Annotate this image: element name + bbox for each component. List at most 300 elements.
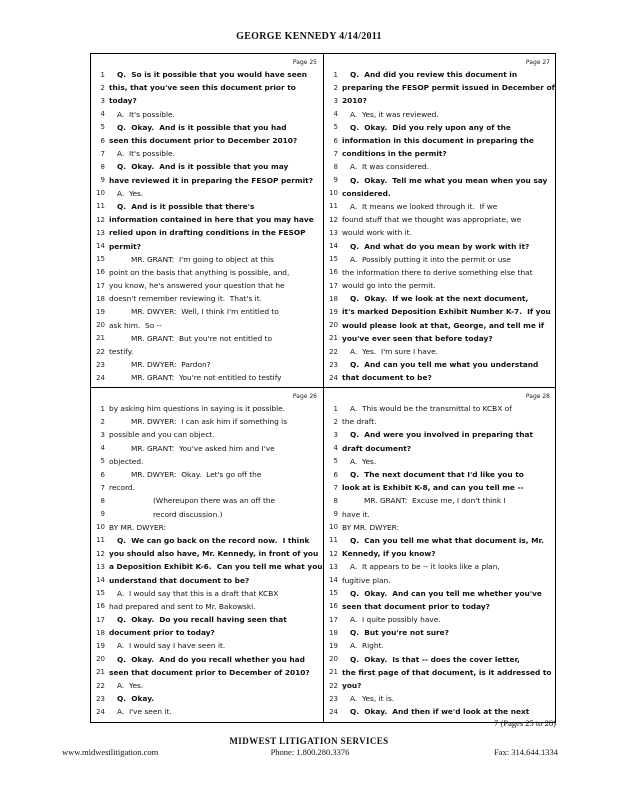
line-number: 12 — [329, 549, 338, 558]
line-text: seen this document prior to December 2010? — [109, 136, 298, 146]
transcript-line — [324, 187, 556, 200]
line-number: 12 — [96, 215, 105, 224]
transcript-line — [91, 600, 323, 613]
transcript-line — [324, 666, 556, 679]
transcript-line — [91, 108, 323, 121]
line-number: 8 — [333, 162, 338, 171]
line-text: Q. And were you involved in preparing that — [350, 430, 534, 440]
transcript-line — [324, 94, 556, 107]
line-number: 7 — [100, 483, 105, 492]
line-number: 20 — [96, 321, 105, 330]
line-text: MR. GRANT: You're not entitled to testify — [131, 373, 282, 383]
line-number: 20 — [96, 655, 105, 664]
transcript-line — [324, 266, 556, 279]
transcript-line — [324, 534, 556, 547]
line-text: Q. But you're not sure? — [350, 628, 449, 638]
line-text: document prior to today? — [109, 628, 215, 638]
line-text: MR. DWYER: Pardon? — [131, 360, 211, 370]
line-text: relied upon in drafting conditions in the FESOP — [109, 228, 306, 238]
line-number: 6 — [100, 136, 105, 145]
line-text: Q. The next document that I'd like you to — [350, 470, 524, 480]
line-text: understand that document to be? — [109, 575, 250, 585]
transcript-line — [91, 266, 323, 279]
line-text: point on the basis that anything is possible, and, — [109, 267, 290, 277]
line-text: A. It was considered. — [350, 162, 430, 172]
transcript-line — [91, 239, 323, 252]
line-text: you know, he's answered your question that he — [109, 281, 285, 291]
line-number: 4 — [100, 444, 105, 453]
line-text: A. It's possible. — [117, 109, 175, 119]
line-text: have it. — [342, 509, 370, 519]
transcript-line — [324, 613, 556, 626]
line-number: 23 — [96, 694, 105, 703]
line-text: A. This would be the transmittal to KCBX of — [350, 404, 512, 414]
transcript-line — [91, 134, 323, 147]
line-number: 5 — [100, 123, 105, 132]
line-number: 15 — [96, 589, 105, 598]
page-number-label: Page 25 — [292, 59, 317, 66]
transcript-line — [324, 174, 556, 187]
line-number: 24 — [329, 707, 338, 716]
transcript-line — [324, 226, 556, 239]
line-text: MR. DWYER: Well, I think I'm entitled to — [131, 307, 279, 317]
line-text: Q. Can you tell me what that document is, Mr. — [350, 535, 544, 545]
transcript-line — [91, 666, 323, 679]
transcript-line — [91, 679, 323, 692]
page-lines — [91, 68, 323, 385]
transcript-line — [91, 705, 323, 718]
transcript-line — [91, 94, 323, 107]
line-number: 8 — [100, 496, 105, 505]
page-lines — [324, 68, 556, 385]
line-number: 16 — [96, 268, 105, 277]
line-text: ask him. So -- — [109, 320, 162, 330]
line-number: 4 — [333, 444, 338, 453]
transcript-line — [324, 468, 556, 481]
line-text: information contained in here that you may have — [109, 215, 314, 225]
page-number-label: Page 26 — [292, 393, 317, 400]
transcript-line — [91, 494, 323, 507]
transcript-line — [324, 442, 556, 455]
line-number: 11 — [96, 202, 105, 211]
line-text: this, that you've seen this document prior to — [109, 83, 296, 93]
transcript-line — [324, 200, 556, 213]
line-number: 21 — [96, 334, 105, 343]
line-text: MR. DWYER: Okay. Let's go off the — [131, 470, 262, 480]
line-number: 10 — [96, 189, 105, 198]
line-text: you should also have, Mr. Kennedy, in front of you — [109, 549, 319, 559]
line-number: 10 — [329, 189, 338, 198]
line-text: the draft. — [342, 417, 377, 427]
line-number: 5 — [333, 123, 338, 132]
transcript-line — [324, 402, 556, 415]
line-text: A. Yes. I'm sure I have. — [350, 347, 439, 357]
line-text: draft document? — [342, 443, 412, 453]
transcript-line — [91, 253, 323, 266]
line-number: 24 — [96, 373, 105, 382]
line-number: 6 — [333, 470, 338, 479]
line-text: A. Yes. — [117, 681, 144, 691]
transcript-line — [324, 639, 556, 652]
line-text: A. Possibly putting it into the permit or use — [350, 254, 511, 264]
line-text: Q. Okay. And do you recall whether you had — [117, 654, 305, 664]
footer-website-link[interactable]: www.midwestlitigation.com — [62, 747, 159, 757]
line-text: Q. And what do you mean by work with it? — [350, 241, 530, 251]
line-text: A. It means we looked through it. If we — [350, 201, 498, 211]
line-number: 17 — [96, 281, 105, 290]
line-number: 20 — [329, 655, 338, 664]
transcript-line — [324, 68, 556, 81]
transcript-line — [324, 508, 556, 521]
line-number: 2 — [333, 83, 338, 92]
transcript-line — [91, 534, 323, 547]
line-text: the information there to derive something else that — [342, 267, 533, 277]
line-text: Q. Okay. And then if we'd look at the next — [350, 707, 530, 717]
header-title: GEORGE KENNEDY 4/14/2011 — [236, 31, 382, 42]
line-text: BY MR. DWYER: — [109, 522, 167, 532]
line-text: MR. GRANT: You've asked him and I've — [131, 443, 275, 453]
line-number: 15 — [329, 589, 338, 598]
page-range-label: 7 (Pages 25 to 28) — [494, 718, 556, 728]
transcript-line — [91, 81, 323, 94]
line-number: 16 — [329, 602, 338, 611]
line-text: Q. So is it possible that you would have seen — [117, 70, 307, 80]
line-text: A. Right. — [350, 641, 384, 651]
transcript-page — [91, 54, 323, 387]
line-number: 9 — [333, 176, 338, 185]
line-text: MR. GRANT: Excuse me, I don't think I — [364, 496, 506, 506]
line-number: 22 — [329, 681, 338, 690]
line-number: 11 — [96, 536, 105, 545]
line-number: 11 — [329, 202, 338, 211]
line-number: 17 — [329, 281, 338, 290]
line-number: 13 — [329, 228, 338, 237]
transcript-line — [324, 81, 556, 94]
transcript-line — [324, 455, 556, 468]
line-text: Q. Okay. If we look at the next document, — [350, 294, 529, 304]
line-number: 16 — [329, 268, 338, 277]
line-number: 18 — [329, 628, 338, 637]
line-number: 10 — [329, 523, 338, 532]
transcript-line — [324, 332, 556, 345]
transcript-line — [91, 200, 323, 213]
footer-contact-row — [62, 747, 558, 759]
line-text: found stuff that we thought was appropriate, we — [342, 215, 522, 225]
transcript-line — [91, 415, 323, 428]
line-text: Q. Okay. Did you rely upon any of the — [350, 122, 511, 132]
line-text: testify. — [109, 347, 134, 357]
line-text: permit? — [109, 241, 142, 251]
line-number: 22 — [96, 681, 105, 690]
transcript-page — [91, 388, 323, 721]
transcript-line — [324, 587, 556, 600]
transcript-line — [91, 371, 323, 384]
line-number: 21 — [96, 668, 105, 677]
transcript-line — [91, 692, 323, 705]
line-text: it's marked Deposition Exhibit Number K-7. If you — [342, 307, 551, 317]
page-number-label: Page 27 — [525, 59, 550, 66]
transcript-line — [324, 108, 556, 121]
line-number: 3 — [100, 430, 105, 439]
transcript-line — [91, 626, 323, 639]
line-text: Q. Okay. And is it possible that you had — [117, 122, 287, 132]
transcript-line — [91, 160, 323, 173]
line-text: had prepared and sent to Mr. Bakowski. — [109, 601, 256, 611]
transcript-line — [324, 481, 556, 494]
transcript-line — [91, 121, 323, 134]
line-number: 1 — [333, 70, 338, 79]
line-number: 2 — [100, 83, 105, 92]
line-number: 7 — [100, 149, 105, 158]
line-number: 11 — [329, 536, 338, 545]
line-number: 22 — [329, 347, 338, 356]
transcript-line — [324, 415, 556, 428]
line-number: 17 — [329, 615, 338, 624]
line-text: 2010? — [342, 96, 367, 106]
line-text: Q. Okay. Do you recall having seen that — [117, 615, 287, 625]
line-number: 5 — [333, 457, 338, 466]
line-number: 13 — [96, 228, 105, 237]
line-number: 20 — [329, 321, 338, 330]
line-text: A. I quite possibly have. — [350, 615, 441, 625]
transcript-line — [324, 560, 556, 573]
transcript-line — [324, 705, 556, 718]
line-text: (Whereupon there was an off the — [153, 496, 276, 506]
line-text: BY MR. DWYER: — [342, 522, 400, 532]
transcript-line — [91, 653, 323, 666]
transcript-line — [91, 213, 323, 226]
transcript-line — [91, 547, 323, 560]
transcript-line — [91, 68, 323, 81]
line-text: A. I would say that this is a draft that KCBX — [117, 588, 279, 598]
transcript-line — [91, 305, 323, 318]
line-number: 14 — [96, 576, 105, 585]
line-text: that document to be? — [342, 373, 432, 383]
line-text: would please look at that, George, and tell me if — [342, 320, 545, 330]
transcript-line — [324, 521, 556, 534]
line-number: 23 — [96, 360, 105, 369]
line-number: 19 — [96, 641, 105, 650]
line-number: 4 — [333, 110, 338, 119]
line-text: Q. Okay. Tell me what you mean when you say — [350, 175, 548, 185]
page-lines — [324, 402, 556, 719]
transcript-line — [91, 481, 323, 494]
line-text: doesn't remember reviewing it. That's it. — [109, 294, 262, 304]
footer-phone: Phone: 1.800.280.3376 — [270, 747, 350, 757]
line-number: 7 — [333, 483, 338, 492]
line-text: A. Yes. — [350, 456, 377, 466]
line-text: MR. DWYER: I can ask him if something is — [131, 417, 288, 427]
line-number: 22 — [96, 347, 105, 356]
transcript-line — [91, 613, 323, 626]
transcript-line — [324, 319, 556, 332]
line-text: MR. GRANT: But you're not entitled to — [131, 333, 272, 343]
line-text: you've ever seen that before today? — [342, 333, 493, 343]
line-number: 2 — [333, 417, 338, 426]
transcript-line — [91, 292, 323, 305]
transcript-line — [324, 371, 556, 384]
line-number: 4 — [100, 110, 105, 119]
transcript-line — [91, 226, 323, 239]
line-text: would work with it. — [342, 228, 412, 238]
transcript-grid — [90, 53, 556, 723]
transcript-line — [91, 639, 323, 652]
line-text: A. I've seen it. — [117, 707, 172, 717]
line-number: 9 — [333, 510, 338, 519]
line-number: 2 — [100, 417, 105, 426]
line-number: 8 — [333, 496, 338, 505]
line-text: a Deposition Exhibit K-6. Can you tell me what you — [109, 562, 323, 572]
line-number: 8 — [100, 162, 105, 171]
line-text: Q. Okay. — [117, 694, 155, 704]
line-number: 7 — [333, 149, 338, 158]
line-number: 18 — [96, 294, 105, 303]
transcript-line — [91, 279, 323, 292]
line-number: 15 — [329, 255, 338, 264]
transcript-line — [324, 653, 556, 666]
transcript-line — [91, 187, 323, 200]
line-number: 6 — [333, 136, 338, 145]
transcript-line — [324, 358, 556, 371]
transcript-line — [91, 468, 323, 481]
transcript-line — [324, 428, 556, 441]
transcript-line — [324, 253, 556, 266]
transcript-line — [91, 442, 323, 455]
line-text: objected. — [109, 456, 144, 466]
line-number: 21 — [329, 668, 338, 677]
line-number: 6 — [100, 470, 105, 479]
line-number: 19 — [329, 641, 338, 650]
line-text: Q. Okay. And can you tell me whether you've — [350, 588, 542, 598]
transcript-page — [324, 388, 556, 721]
footer-fax: Fax: 314.644.1334 — [494, 747, 558, 757]
line-text: today? — [109, 96, 137, 106]
transcript-line — [91, 428, 323, 441]
line-number: 17 — [96, 615, 105, 624]
line-text: information in this document in preparing the — [342, 136, 534, 146]
line-number: 9 — [100, 510, 105, 519]
page-lines — [91, 402, 323, 719]
line-text: Q. Okay. And is it possible that you may — [117, 162, 289, 172]
line-text: Q. Okay. Is that -- does the cover letter, — [350, 654, 520, 664]
line-number: 24 — [96, 707, 105, 716]
line-text: considered. — [342, 188, 391, 198]
transcript-line — [91, 345, 323, 358]
line-number: 1 — [333, 404, 338, 413]
line-text: Kennedy, if you know? — [342, 549, 436, 559]
line-text: Q. And is it possible that there's — [117, 201, 255, 211]
line-number: 19 — [329, 307, 338, 316]
line-text: A. Yes, it is. — [350, 694, 395, 704]
line-number: 3 — [100, 96, 105, 105]
footer-company: MIDWEST LITIGATION SERVICES — [229, 736, 389, 746]
transcript-line — [324, 345, 556, 358]
transcript-line — [91, 402, 323, 415]
line-number: 9 — [100, 176, 105, 185]
transcript-line — [324, 692, 556, 705]
line-text: A. I would say I have seen it. — [117, 641, 226, 651]
transcript-line — [324, 160, 556, 173]
line-number: 13 — [96, 562, 105, 571]
line-number: 3 — [333, 430, 338, 439]
line-text: seen that document prior to December of 2010? — [109, 667, 310, 677]
line-text: A. It's possible. — [117, 149, 175, 159]
transcript-line — [324, 600, 556, 613]
transcript-line — [91, 332, 323, 345]
transcript-line — [324, 626, 556, 639]
line-text: MR. GRANT: I'm going to object at this — [131, 254, 274, 264]
line-text: A. Yes, it was reviewed. — [350, 109, 439, 119]
line-text: A. Yes. — [117, 188, 144, 198]
line-number: 13 — [329, 562, 338, 571]
line-text: Q. And can you tell me what you understand — [350, 360, 539, 370]
line-number: 1 — [100, 404, 105, 413]
transcript-line — [91, 573, 323, 586]
line-number: 12 — [96, 549, 105, 558]
line-text: by asking him questions in saying is it possible. — [109, 404, 286, 414]
line-number: 21 — [329, 334, 338, 343]
transcript-line — [91, 147, 323, 160]
line-text: record. — [109, 483, 135, 493]
transcript-line — [324, 239, 556, 252]
transcript-line — [324, 279, 556, 292]
line-text: record discussion.) — [153, 509, 223, 519]
line-number: 23 — [329, 694, 338, 703]
transcript-line — [91, 508, 323, 521]
line-text: Q. We can go back on the record now. I think — [117, 535, 310, 545]
line-number: 14 — [96, 242, 105, 251]
transcript-line — [91, 560, 323, 573]
line-text: possible and you can object. — [109, 430, 215, 440]
transcript-line — [91, 174, 323, 187]
transcript-line — [324, 573, 556, 586]
transcript-line — [324, 679, 556, 692]
line-number: 18 — [96, 628, 105, 637]
line-number: 1 — [100, 70, 105, 79]
transcript-line — [91, 587, 323, 600]
transcript-line — [91, 521, 323, 534]
line-number: 15 — [96, 255, 105, 264]
line-text: would go into the permit. — [342, 281, 436, 291]
line-number: 5 — [100, 457, 105, 466]
line-number: 18 — [329, 294, 338, 303]
line-number: 3 — [333, 96, 338, 105]
transcript-line — [324, 121, 556, 134]
transcript-page — [324, 54, 556, 387]
line-text: A. It appears to be -- it looks like a plan, — [350, 562, 500, 572]
line-number: 14 — [329, 242, 338, 251]
transcript-line — [91, 319, 323, 332]
transcript-line — [324, 134, 556, 147]
transcript-line — [324, 494, 556, 507]
line-text: conditions in the permit? — [342, 149, 447, 159]
line-number: 19 — [96, 307, 105, 316]
line-number: 23 — [329, 360, 338, 369]
line-number: 12 — [329, 215, 338, 224]
line-text: look at is Exhibit K-8, and can you tell me -- — [342, 483, 524, 493]
transcript-line — [324, 305, 556, 318]
transcript-line — [324, 147, 556, 160]
transcript-line — [324, 213, 556, 226]
line-number: 16 — [96, 602, 105, 611]
line-number: 14 — [329, 576, 338, 585]
transcript-line — [91, 358, 323, 371]
line-text: you? — [342, 681, 362, 691]
line-text: have reviewed it in preparing the FESOP permit? — [109, 175, 313, 185]
line-text: Q. And did you review this document in — [350, 70, 518, 80]
line-text: fugitive plan. — [342, 575, 391, 585]
page-number-label: Page 28 — [525, 393, 550, 400]
